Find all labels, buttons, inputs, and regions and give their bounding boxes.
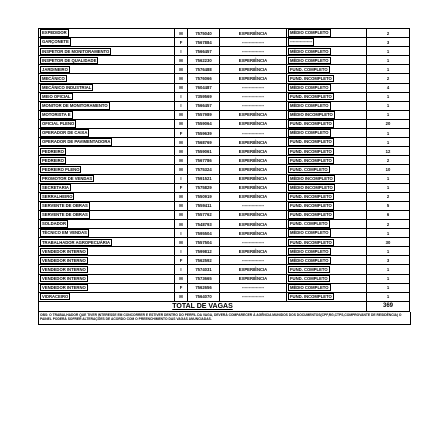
quantity-cell: 1 [367,138,410,147]
job-title-cell [39,283,175,292]
education-cell [287,110,367,119]
quantity-cell: 1 [367,174,410,183]
job-title-text: SERRALHEIRO [42,194,73,200]
job-vacancy-sheet [38,28,409,325]
experience-cell: EXPERIÊNCIA [220,119,287,128]
table-row [39,265,410,274]
experience-cell: ---------------- [220,47,287,56]
education-text: MÉDIO COMPLETO [290,257,329,263]
quantity-cell: 10 [367,165,410,174]
job-title-cell [39,247,175,256]
job-title-cell [39,292,175,301]
vacancy-code-cell: 7573665 [188,274,220,283]
education-text: FUND. INCOMPLETO [290,75,332,81]
quantity-cell: 5 [367,201,410,210]
vacancy-code-cell: 7359569 [188,92,220,101]
experience-cell: ---------------- [220,283,287,292]
job-title-cell [39,201,175,210]
education-cell [287,92,367,101]
table-row [39,247,410,256]
sex-cell: M [175,201,188,210]
sex-cell: F [175,256,188,265]
table-row [39,283,410,292]
job-title-text: VENDEDOR INTERNO [42,257,86,263]
vacancy-code-cell: 7562656 [188,283,220,292]
table-row [39,292,410,301]
table-row [39,210,410,219]
job-title-text: MECÂNICO INDUSTRIAL [42,84,92,90]
job-title-cell [39,219,175,228]
job-title-text: PEDREIRO [42,157,64,163]
vacancy-code-cell: 7550919 [188,192,220,201]
vacancy-code-cell: 7562230 [188,56,220,65]
job-title-text: EXPEDIDOR [42,30,67,36]
sex-cell: F [175,183,188,192]
job-title-cell [39,83,175,92]
vacancy-code-cell: 7599812 [188,247,220,256]
education-text: MÉDIO INCOMPLETO [290,112,333,118]
table-row [39,38,410,47]
vacancy-code-cell: 7575829 [188,183,220,192]
job-title-text: VIDRACEIRO [42,294,69,300]
education-cell [287,274,367,283]
sex-cell: M [175,238,188,247]
experience-cell: ---------------- [220,101,287,110]
experience-cell: EXPERIÊNCIA [220,247,287,256]
job-title-cell [39,183,175,192]
education-text: FUND. COMPLETO [290,166,328,172]
education-text: FUND. INCOMPLETO [290,203,332,209]
vacancy-code-cell: 7575324 [188,165,220,174]
experience-cell: ---------------- [220,292,287,301]
job-title-cell [39,274,175,283]
job-title-cell [39,147,175,156]
job-title-cell [39,119,175,128]
education-cell [287,283,367,292]
table-row [39,274,410,283]
vacancy-code-cell: 7559639 [188,129,220,138]
total-row [39,301,410,311]
job-title-cell [39,110,175,119]
education-cell [287,210,367,219]
job-title-cell [39,29,175,38]
job-title-text: INSPETOR DE MONITORAMENTO [42,48,110,54]
sex-cell: M [175,292,188,301]
quantity-cell: 2 [367,156,410,165]
sex-cell: M [175,65,188,74]
table-row [39,147,410,156]
experience-cell: EXPERIÊNCIA [220,29,287,38]
experience-cell: EXPERIÊNCIA [220,210,287,219]
education-text: FUND. COMPLETO [290,275,328,281]
job-title-text: VENDEDOR INTERNO [42,275,86,281]
education-cell [287,119,367,128]
quantity-cell: 3 [367,38,410,47]
job-title-cell [39,138,175,147]
sex-cell: I [175,247,188,256]
education-text: FUND. INCOMPLETO [290,157,332,163]
sex-cell: F [175,129,188,138]
education-text: FUND. INCOMPLETO [290,239,332,245]
job-title-cell [39,156,175,165]
education-text: FUND. INCOMPLETO [290,294,332,300]
job-title-cell [39,210,175,219]
experience-cell: EXPERIÊNCIA [220,192,287,201]
experience-cell: EXPERIÊNCIA [220,219,287,228]
vacancy-code-cell: 7604487 [188,83,220,92]
experience-cell: ---------------- [220,38,287,47]
sex-cell: M [175,274,188,283]
vacancy-code-cell: 7576066 [188,74,220,83]
education-text: MÉDIO COMPLETO [290,284,329,290]
sex-cell: M [175,56,188,65]
table-row [39,192,410,201]
quantity-cell: 1 [367,265,410,274]
education-text: MÉDIO COMPLETO [290,84,329,90]
quantity-cell: 3 [367,256,410,265]
total-value: 369 [367,301,410,311]
education-cell [287,83,367,92]
job-title-text: SOLDADOR [42,221,66,227]
job-title-text: TÉCNICO EM VENDAS [42,230,87,236]
quantity-cell: 2 [367,74,410,83]
sex-cell: I [175,265,188,274]
job-title-text: MOTORISTA E [42,112,71,118]
education-text: MÉDIO COMPLETO [290,230,329,236]
job-title-text: TRABALHADOR AGROPECUÁRIA [42,239,111,245]
job-title-text: PROMOTOR DE VENDAS [42,175,93,181]
experience-cell: EXPERIÊNCIA [220,174,287,183]
quantity-cell: 1 [367,47,410,56]
job-title-cell [39,101,175,110]
table-row [39,56,410,65]
education-cell [287,238,367,247]
quantity-cell: 6 [367,210,410,219]
education-text: FUND. INCOMPLETO [290,148,332,154]
education-cell [287,247,367,256]
vacancy-code-cell: 7559064 [188,119,220,128]
quantity-cell: 2 [367,219,410,228]
table-row [39,119,410,128]
education-cell [287,38,367,47]
sex-cell: M [175,119,188,128]
education-cell [287,256,367,265]
education-text: MÉDIO COMPLETO [290,30,329,36]
footnote: OBS: O TRABALHADOR QUE TIVER INTERESSE EM CONCORRER E ESTIVER DENTRO DO PERFIL DA VAGA, DEVERÁ COMPARECER À AGÊNCIA MUNIDOS DOS DOCUMENTOS(CPF,RG,CTPS,COMPROVANTE DE RESIDÊNCIA) O PAINEL PODERÁ SOFRER ALTERAÇÕES DE ACORDO COM O PREENCHIMENTO DAS VAGAS ANUNCIADAS. [38,312,411,325]
experience-cell: EXPERIÊNCIA [220,274,287,283]
vacancy-code-cell: 7562592 [188,256,220,265]
job-title-text: SECRETARIA [42,184,69,190]
quantity-cell: 1 [367,56,410,65]
table-row [39,29,410,38]
education-cell [287,265,367,274]
sex-cell: I [175,92,188,101]
education-cell [287,138,367,147]
table-row [39,101,410,110]
education-cell [287,201,367,210]
table-row [39,138,410,147]
table-row [39,156,410,165]
experience-cell: EXPERIÊNCIA [220,229,287,238]
education-cell [287,292,367,301]
education-cell [287,147,367,156]
quantity-cell: 1 [367,292,410,301]
education-cell [287,192,367,201]
education-text: ---------------- [290,39,313,45]
job-title-cell [39,174,175,183]
education-text: FUND. COMPLETO [290,266,328,272]
sex-cell: I [175,47,188,56]
education-text: FUND. COMPLETO [290,221,328,227]
job-title-cell [39,256,175,265]
sex-cell: M [175,156,188,165]
total-label: TOTAL DE VAGAS [39,301,367,311]
table-row [39,110,410,119]
experience-cell: ---------------- [220,238,287,247]
education-text: FUND. INCOMPLETO [290,139,332,145]
quantity-cell: 1 [367,183,410,192]
job-title-cell [39,47,175,56]
sex-cell: I [175,101,188,110]
vacancy-code-cell: 7591521 [188,174,220,183]
job-title-text: VENDEDOR INTERNO [42,248,86,254]
vacancy-code-cell: 7557762 [188,210,220,219]
job-title-text: INSPETOR DE QUALIDADE [42,57,97,63]
table-row [39,229,410,238]
vacancy-code-cell: 7557989 [188,110,220,119]
experience-cell: ---------------- [220,256,287,265]
job-title-text: MECÂNICO [42,75,65,81]
education-text: MÉDIO COMPLETO [290,130,329,136]
job-title-text: MONITOR DE MONITORAMENTO [42,103,108,109]
education-cell [287,47,367,56]
sex-cell: M [175,110,188,119]
job-title-text: MEIO OFICIAL [42,94,71,99]
quantity-cell: 4 [367,83,410,92]
job-title-text: SERVENTE DE OBRAS [42,212,88,218]
vacancy-code-cell: 7567786 [188,156,220,165]
table-row [39,238,410,247]
education-cell [287,174,367,183]
vacancy-code-cell: 7567884 [188,38,220,47]
table-row [39,165,410,174]
experience-cell: EXPERIÊNCIA [220,110,287,119]
quantity-cell: 1 [367,247,410,256]
experience-cell: EXPERIÊNCIA [220,65,287,74]
education-cell [287,219,367,228]
vacancy-code-cell: 7575040 [188,29,220,38]
quantity-cell: 1 [367,92,410,101]
job-title-text: PEDREIRO [42,148,64,154]
job-title-cell [39,129,175,138]
table-row [39,65,410,74]
quantity-cell: 2 [367,192,410,201]
sex-cell: F [175,283,188,292]
education-cell [287,183,367,192]
sex-cell: I [175,229,188,238]
vacancy-code-cell: 7566457 [188,101,220,110]
experience-cell: ---------------- [220,201,287,210]
table-row [39,92,410,101]
quantity-cell: 1 [367,229,410,238]
job-title-cell [39,229,175,238]
job-title-text: VENDEDOR INTERNO [42,266,86,272]
education-text: MÉDIO INCOMPLETO [290,184,333,190]
job-title-cell [39,74,175,83]
education-cell [287,129,367,138]
vacancy-code-cell: 7566457 [188,47,220,56]
experience-cell: ---------------- [220,83,287,92]
education-text: MÉDIO COMPLETO [290,57,329,63]
quantity-cell: 1 [367,129,410,138]
education-cell [287,101,367,110]
quantity-cell: 1 [367,283,410,292]
education-text: FUND. INCOMPLETO [290,194,332,200]
education-text: FUND. COMPLETO [290,66,328,72]
sex-cell: M [175,210,188,219]
sex-cell: I [175,174,188,183]
table-row [39,219,410,228]
education-text: MÉDIO COMPLETO [290,48,329,54]
vacancy-code-cell: 7595504 [188,229,220,238]
education-cell [287,165,367,174]
education-text: MÉDIO COMPLETO [290,248,329,254]
experience-cell: EXPERIÊNCIA [220,265,287,274]
job-title-cell [39,165,175,174]
sex-cell: M [175,83,188,92]
sex-cell: M [175,74,188,83]
education-text: FUND. INCOMPLETO [290,212,332,218]
sex-cell: M [175,192,188,201]
sex-cell: M [175,138,188,147]
job-title-text: JARDINEIRO [42,66,68,72]
vacancy-code-cell: 7564070 [188,292,220,301]
sex-cell: M [175,165,188,174]
job-title-cell [39,192,175,201]
education-text: MÉDIO COMPLETO [290,103,329,109]
job-title-cell [39,56,175,65]
education-cell [287,229,367,238]
experience-cell: EXPERIÊNCIA [220,183,287,192]
quantity-cell: 1 [367,65,410,74]
table-row [39,174,410,183]
sex-cell: F [175,38,188,47]
vacancy-code-cell: 7548793 [188,219,220,228]
job-title-cell [39,238,175,247]
job-title-text: VENDEDOR INTERNO [42,284,86,290]
table-row [39,256,410,265]
vacancy-table-body [39,29,410,302]
sex-cell: M [175,29,188,38]
experience-cell: ---------------- [220,129,287,138]
job-title-cell [39,92,175,101]
table-row [39,201,410,210]
job-title-cell [39,65,175,74]
job-title-cell [39,38,175,47]
vacancy-code-cell: 7557504 [188,238,220,247]
education-cell [287,56,367,65]
education-cell [287,29,367,38]
education-text: MÉDIO INCOMPLETO [290,175,333,181]
table-row [39,47,410,56]
experience-cell: EXPERIÊNCIA [220,74,287,83]
quantity-cell: 1 [367,110,410,119]
quantity-cell: 2 [367,29,410,38]
experience-cell: ---------------- [220,92,287,101]
vacancy-code-cell: 7568769 [188,138,220,147]
vacancy-code-cell: 7576488 [188,65,220,74]
table-row [39,129,410,138]
job-title-text: SERVENTE DE OBRAS [42,203,88,209]
education-cell [287,65,367,74]
quantity-cell: 30 [367,238,410,247]
job-title-text: GARÇONETE [42,39,69,45]
vacancy-table [38,28,410,312]
sex-cell: M [175,219,188,228]
sex-cell: M [175,147,188,156]
experience-cell: EXPERIÊNCIA [220,156,287,165]
job-title-text: OPERADOR DE CAIXA [42,130,88,136]
experience-cell: EXPERIÊNCIA [220,56,287,65]
quantity-cell: 12 [367,147,410,156]
experience-cell: EXPERIÊNCIA [220,138,287,147]
table-row [39,74,410,83]
quantity-cell: 1 [367,274,410,283]
experience-cell: EXPERIÊNCIA [220,165,287,174]
quantity-cell: 1 [367,101,410,110]
education-text: FUND. INCOMPLETO [290,94,332,99]
vacancy-code-cell: 7574031 [188,265,220,274]
table-row [39,183,410,192]
job-title-text: OFICIAL PLENO [42,121,75,127]
job-title-text: OPERADOR DE PAVIMENTADORA [42,139,111,145]
experience-cell: EXPERIÊNCIA [220,147,287,156]
education-cell [287,156,367,165]
quantity-cell: 20 [367,119,410,128]
vacancy-code-cell: 7559411 [188,201,220,210]
education-text: FUND. INCOMPLETO [290,121,332,127]
job-title-text: PEDREIRO PLENO [42,166,80,172]
education-cell [287,74,367,83]
vacancy-code-cell: 7559061 [188,147,220,156]
job-title-cell [39,265,175,274]
table-row [39,83,410,92]
